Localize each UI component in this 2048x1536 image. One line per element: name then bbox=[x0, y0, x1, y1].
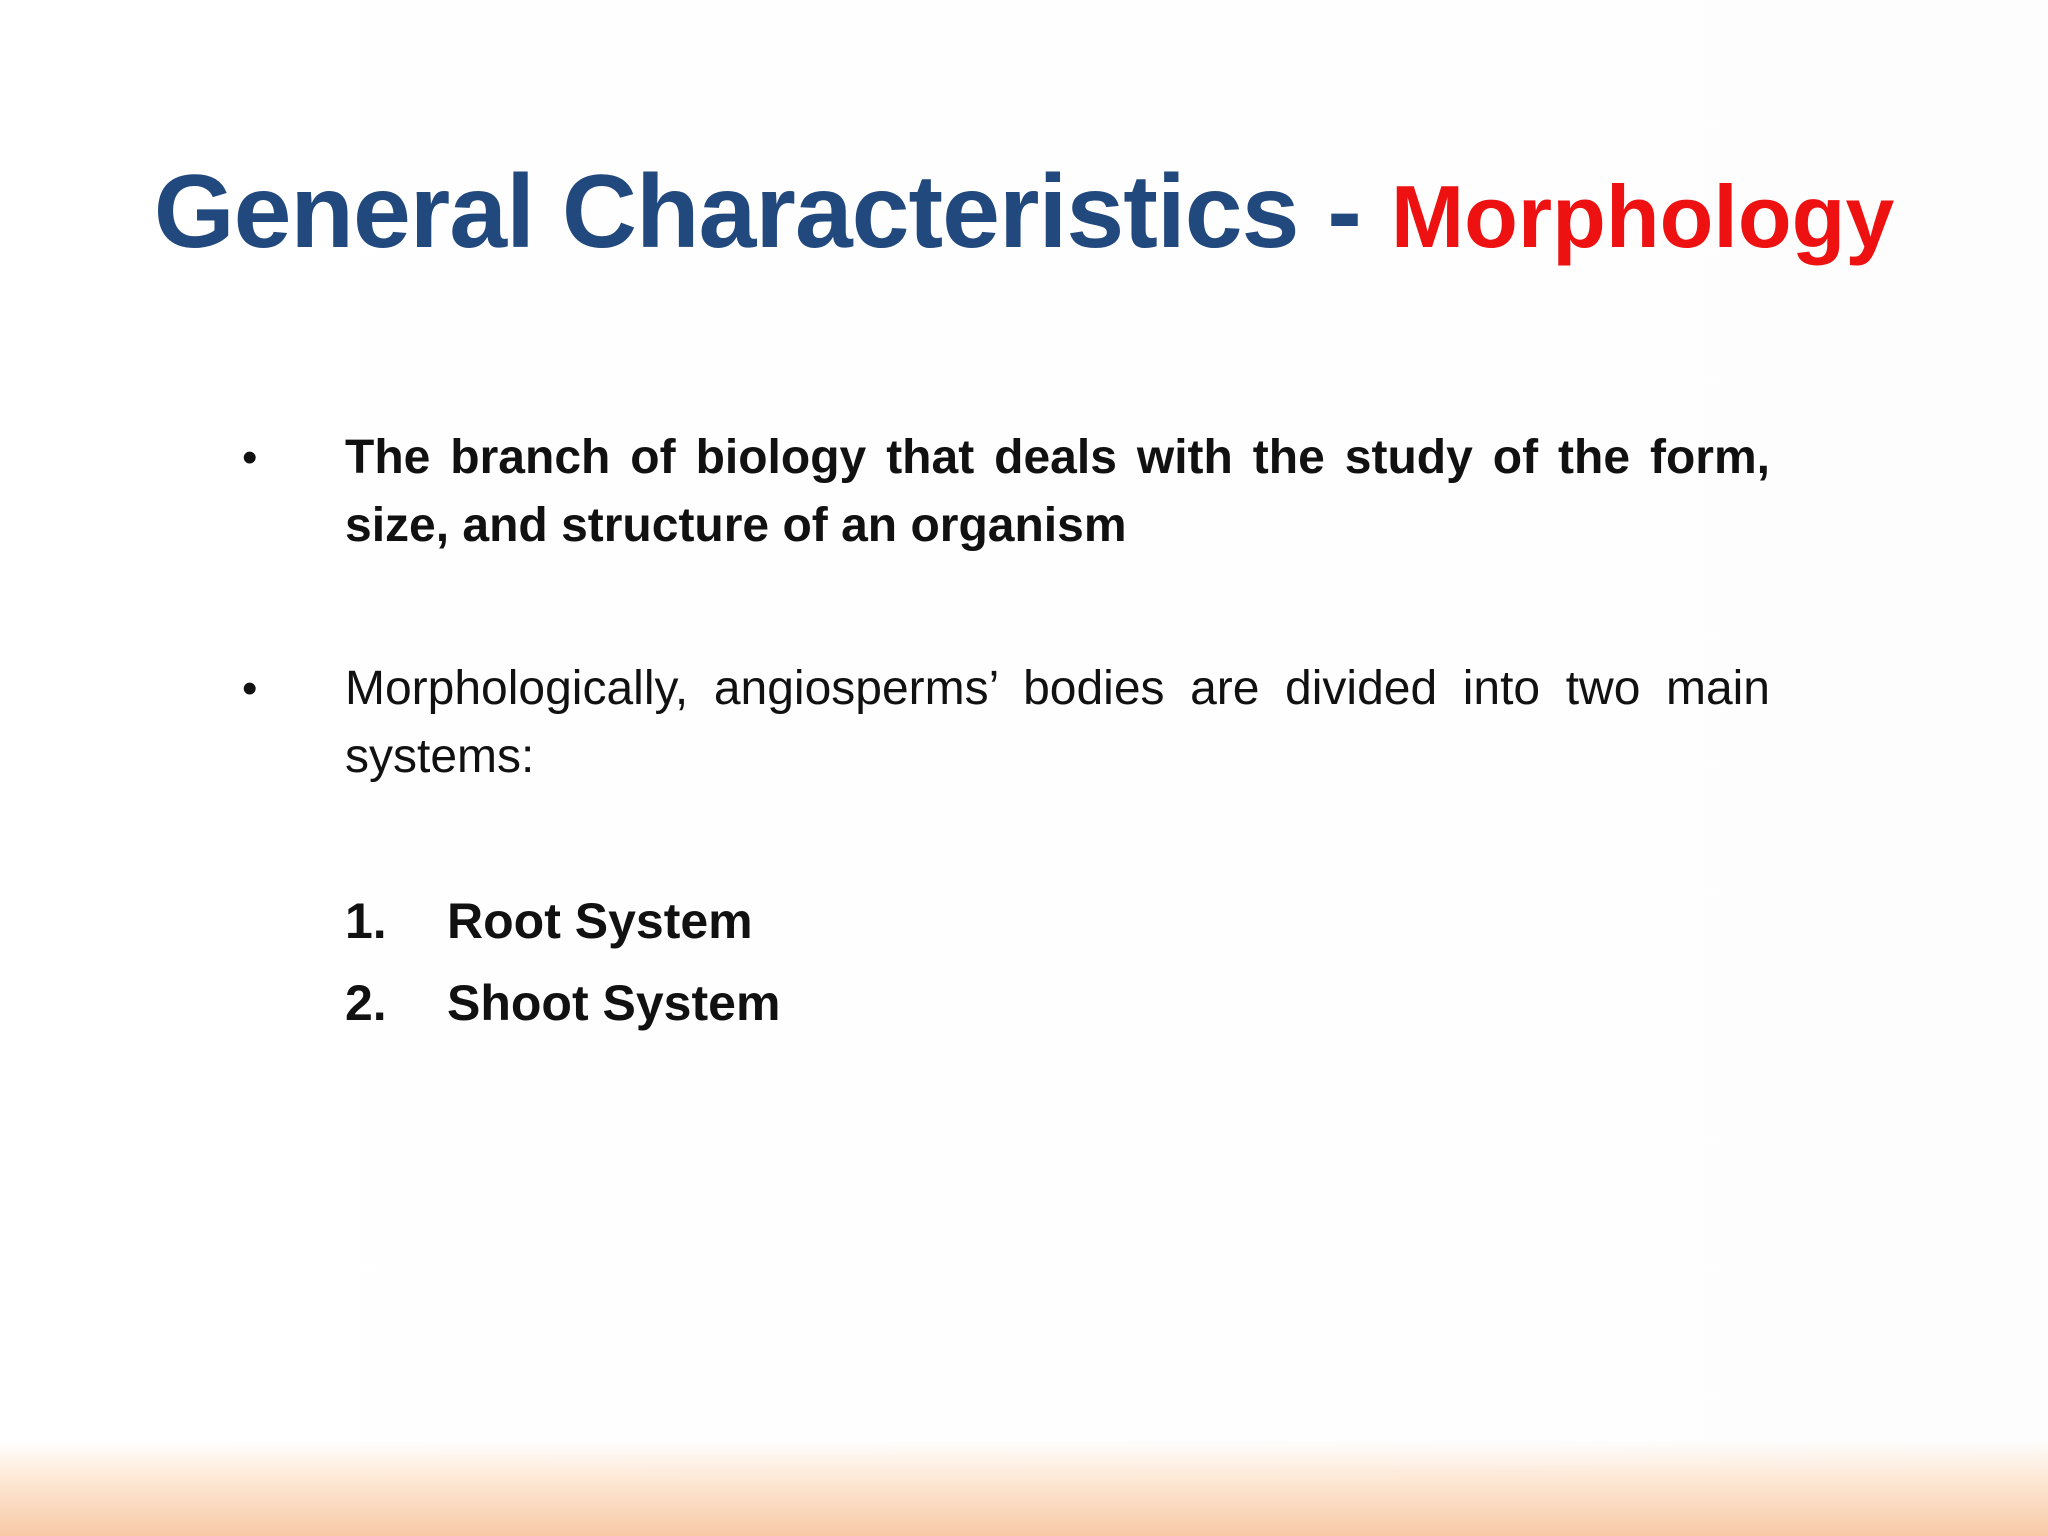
list-number: 2. bbox=[345, 975, 387, 1031]
numbered-item-root-system bbox=[345, 886, 753, 956]
title-highlight: Morphology bbox=[1390, 167, 1895, 266]
list-number: 1. bbox=[345, 893, 387, 949]
bullet-text: Morphologically, angiosperms’ bodies are divided into two main systems: bbox=[345, 662, 1770, 783]
slide-title bbox=[0, 154, 2048, 270]
title-separator: - bbox=[1298, 154, 1391, 270]
bullet-marker: • bbox=[242, 433, 258, 482]
numbered-item-shoot-system bbox=[345, 968, 780, 1038]
title-main: General Characteristics bbox=[153, 154, 1299, 270]
list-text: Root System bbox=[447, 893, 753, 949]
bullet-text: The branch of biology that deals with the study of the form, size, and structure of an organism bbox=[345, 431, 1770, 552]
list-text: Shoot System bbox=[447, 975, 781, 1031]
bottom-gradient-band bbox=[0, 1440, 2048, 1536]
bullet-marker: • bbox=[242, 664, 258, 713]
